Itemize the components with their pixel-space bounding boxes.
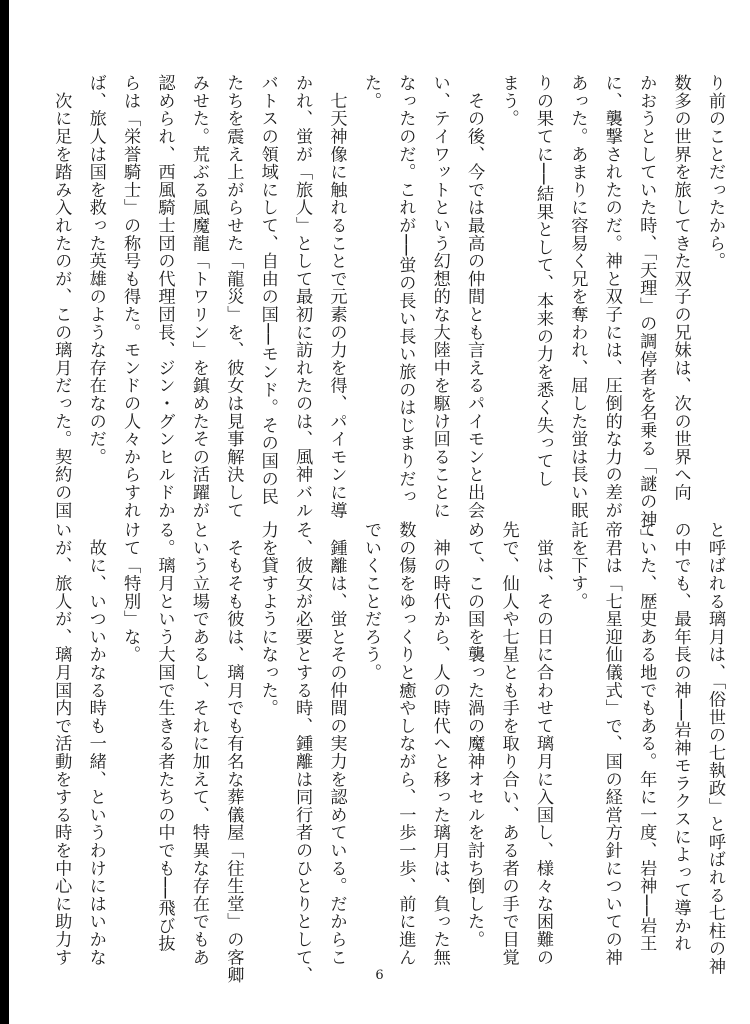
upper-text-block (44, 74, 732, 546)
text-line: り前のことだったから。 (705, 74, 725, 270)
text-line: 神の時代から、人の時代へと移った璃月は、負った無 (429, 521, 450, 966)
lower-text-block (44, 521, 732, 984)
page-number: 6 (375, 968, 384, 983)
text-line: らは「栄誉騎士」の称号も得た。モンドの人々からすれ (120, 74, 141, 519)
text-line: と呼ばれる璃月は、「俗世の七執政」と呼ばれる七柱の神 (705, 521, 725, 976)
book-page (9, 0, 750, 1024)
text-line: ば、旅人は国を救った英雄のような存在なのだ。 (85, 74, 106, 466)
text-line: ていた、歴史ある地でもある。年に一度、岩神──岩王 (636, 521, 657, 953)
text-line: 蛍は、その日に合わせて璃月に入国し、様々な困難の (532, 521, 553, 966)
text-line: いが、旅人が、璃月国内で活動をする時を中心に助力す (51, 521, 72, 966)
text-line: かおうとしていた時、「天理」の調停者を名乗る「謎の神」 (636, 74, 657, 546)
text-line: る。璃月という大国で生きる者たちの中でも──飛び抜 (154, 521, 175, 953)
text-line: めて、この国を襲った渦の魔神オセルを討ち倒した。 (464, 521, 485, 949)
text-line: バトスの領域にして、自由の国──モンド。その国の民 (257, 74, 278, 506)
text-line: まう。 (498, 74, 519, 128)
text-line: という立場であるし、それに加えて、特異な存在でもあ (188, 521, 209, 966)
text-line: 先で、仙人や七星とも手を取り合い、ある者の手で目覚 (498, 521, 519, 966)
text-line: 次に足を踏み入れたのが、この璃月だった。契約の国 (51, 74, 72, 519)
text-line: た。 (360, 74, 381, 110)
text-line: に、襲撃されたのだ。神と双子には、圧倒的な力の差が (601, 74, 622, 519)
text-line: けて「特別」な。 (120, 521, 141, 664)
text-line: 力を貸すようになった。 (257, 521, 278, 717)
text-line: 帝君は「七星迎仙儀式」で、国の経営方針についての神 (601, 521, 622, 966)
text-line: そもそも彼は、璃月でも有名な葬儀屋「往生堂」の客卿 (223, 521, 244, 984)
text-line: そ、彼女が必要とする時、鍾離は同行者のひとりとして、 (292, 521, 313, 984)
text-line: みせた。荒ぶる風魔龍「トワリン」を鎮めたその活躍が (188, 74, 209, 519)
text-line: い、テイワットという幻想的な大陸中を駆け回ることに (429, 74, 450, 519)
text-line: りの果てに──結果として、本来の力を悉く失ってし (532, 74, 553, 488)
text-line: なったのだ。これが──蛍の長い長い旅のはじまりだっ (395, 74, 416, 506)
text-line: 七天神像に触れることで元素の力を得、パイモンに導 (326, 74, 347, 519)
text-line: 数の傷をゆっくりと癒やしながら、一歩一歩、前に進ん (395, 521, 416, 966)
text-line: 鍾離は、蛍とその仲間の実力を認めている。だからこ (326, 521, 347, 966)
text-line: 認められ、西風騎士団の代理団長、ジン・グンヒルドか (154, 74, 175, 519)
text-line: かれ、蛍が「旅人」として最初に訪れたのは、風神バル (292, 74, 313, 519)
text-line: たちを震え上がらせた「龍災」を、彼女は見事解決して (223, 74, 244, 519)
text-line: 故に、いついかなる時も一緒、というわけにはいかな (85, 521, 106, 966)
text-line: 数多の世界を旅してきた双子の兄妹は、次の世界へ向 (670, 74, 691, 502)
text-line: 託を下す。 (567, 521, 588, 610)
text-line: その後、今では最高の仲間とも言えるパイモンと出会 (464, 74, 485, 519)
text-line: の中でも、最年長の神──岩神モラクスによって導かれ (670, 521, 691, 953)
text-line: あった。あまりに容易く兄を奪われ、屈した蛍は長い眠 (567, 74, 588, 519)
text-line: でいくことだろう。 (360, 521, 381, 682)
